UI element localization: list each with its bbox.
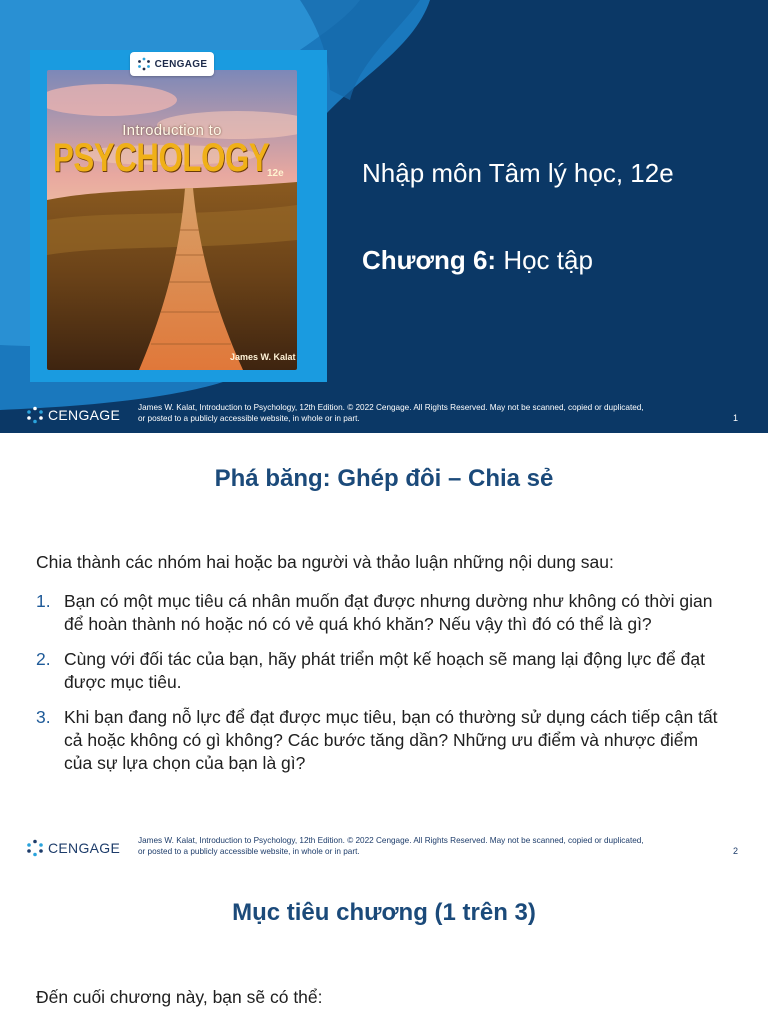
copyright-line-1: James W. Kalat, Introduction to Psychology, 12th Edition. © 2022 Cengage. All Rights Reserved. May not be scanned, copied or duplicated,	[138, 403, 644, 412]
copyright-line-1: James W. Kalat, Introduction to Psychology, 12th Edition. © 2022 Cengage. All Rights Reserved. May not be scanned, copied or duplicated,	[138, 836, 644, 845]
footer-copyright	[138, 836, 698, 857]
footer-copyright	[138, 403, 698, 424]
cengage-logo-icon	[26, 839, 44, 857]
cover-title: PSYCHOLOGY	[53, 136, 270, 180]
list-number: 3.	[36, 707, 51, 727]
chapter-label: Chương 6:	[362, 245, 497, 275]
page-number: 1	[733, 413, 739, 423]
cover-publisher-badge	[130, 52, 214, 76]
cover-author: James W. Kalat	[230, 352, 296, 362]
list-item	[36, 590, 736, 636]
cengage-logo-icon	[26, 406, 44, 424]
title-slide	[0, 0, 768, 433]
list-number: 2.	[36, 649, 51, 669]
chapter-title	[362, 245, 593, 276]
list-number: 1.	[36, 591, 51, 611]
list-text: Khi bạn đang nỗ lực để đạt được mục tiêu, bạn có thường sử dụng cách tiếp cận tất cả hoặc không có gì không? Các bước tăng dần? Những ưu điểm và nhược điểm của sự lựa chọn của bạn là gì?	[64, 707, 718, 773]
book-cover-image	[47, 70, 297, 370]
icebreaker-slide	[0, 433, 768, 867]
slide-intro: Chia thành các nhóm hai hoặc ba người và thảo luận những nội dung sau:	[36, 552, 614, 572]
footer-logo-text: CENGAGE	[48, 407, 121, 423]
cover-subtitle: Introduction to	[122, 122, 222, 139]
list-text: Cùng với đối tác của bạn, hãy phát triển một kế hoạch sẽ mang lại động lực để đạt được mục tiêu.	[64, 649, 705, 692]
copyright-line-2: or posted to a publicly accessible website, in whole or in part.	[138, 413, 360, 423]
list-item	[36, 648, 736, 694]
book-title: Nhập môn Tâm lý học, 12e	[362, 158, 674, 188]
list-text: Bạn có một mục tiêu cá nhân muốn đạt được nhưng dường như không có thời gian để hoàn thành nó hoặc nó có vẻ quá khó khăn? Nếu vậy thì đó có thể là gì?	[64, 591, 713, 634]
cover-badge-text: CENGAGE	[154, 58, 208, 70]
slide-heading: Mục tiêu chương (1 trên 3)	[232, 899, 536, 926]
footer-logo-text: CENGAGE	[48, 840, 121, 856]
footer-logo	[26, 406, 120, 424]
list-item	[36, 706, 736, 775]
cengage-logo-icon	[137, 57, 151, 71]
chapter-name: Học tập	[503, 245, 593, 275]
footer-logo	[26, 839, 120, 857]
page-number: 2	[733, 846, 739, 856]
copyright-line-2: or posted to a publicly accessible website, in whole or in part.	[138, 846, 360, 856]
cover-edition: 12e	[267, 168, 284, 179]
objectives-slide	[0, 867, 768, 1024]
slide-intro: Đến cuối chương này, bạn sẽ có thể:	[36, 987, 323, 1007]
slide-heading: Phá băng: Ghép đôi – Chia sẻ	[214, 465, 554, 492]
discussion-list	[36, 590, 736, 787]
